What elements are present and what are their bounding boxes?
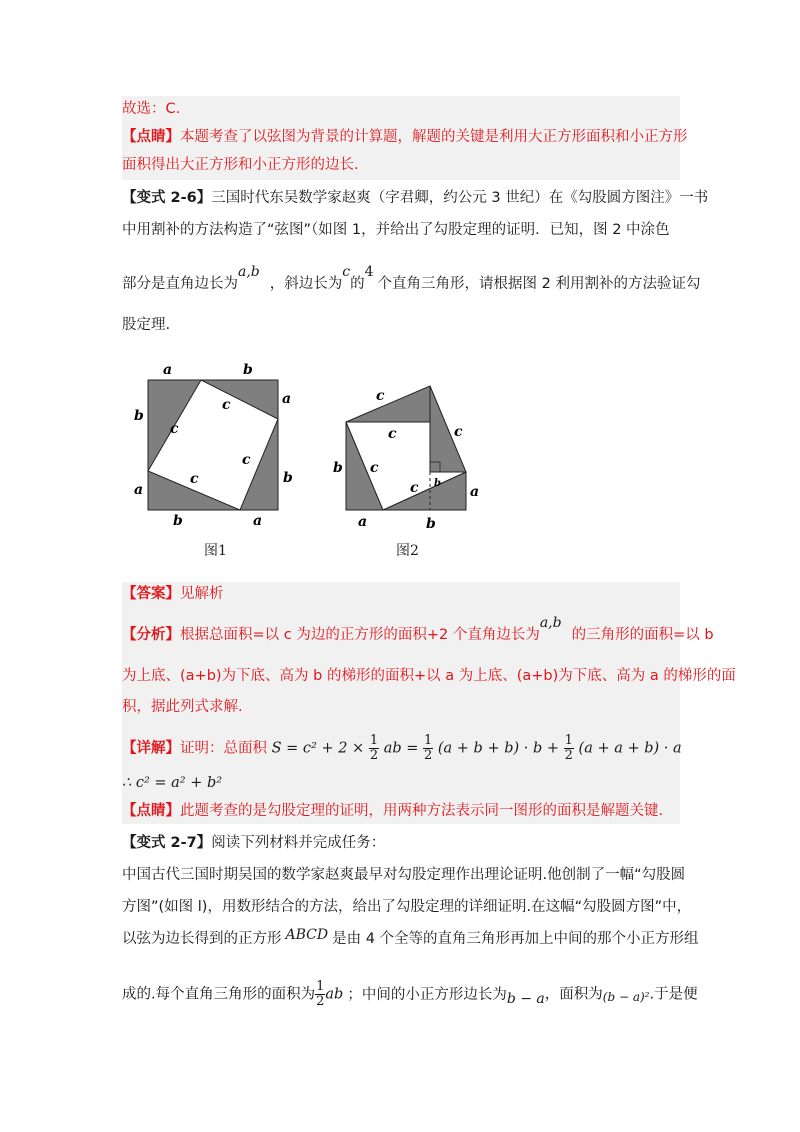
point-text: 本题考查了以弦图为背景的计算题，解题的关键是利用大正方形面积和小正方形 [180, 129, 688, 145]
v27-text-d: ；中间的小正方形边长为 [347, 986, 507, 1003]
eq-frac-3: $\frac{1}{2}$ [564, 733, 573, 763]
variant-2-6-line-2: 中用割补的方法构造了“弦图”（如图 1，并给出了勾股定理的证明．已知，图 2 中涂色 [122, 222, 670, 238]
v26-text-c: 的 [350, 276, 365, 292]
v26-text-a: 部分是直角边长为 [122, 276, 238, 292]
point2-text: 此题考查的是勾股定理的证明，用两种方法表示同一图形的面积是解题关键. [180, 803, 664, 819]
fig2-label-c-low: c [410, 480, 419, 496]
variant-2-6-line-3 [122, 264, 701, 294]
result-line: ∴ c² = a² + b² [122, 775, 223, 791]
eq-frac-2: $\frac{1}{2}$ [424, 733, 433, 763]
variant-2-6-tag: 【变式 2-6】 [122, 190, 212, 206]
point-tag: 【点睛】 [122, 129, 180, 145]
detail-line [122, 734, 682, 763]
eq-frac-1: $\frac{1}{2}$ [369, 733, 379, 763]
variant-2-6-text-1: 三国时代东吴数学家赵爽（字君卿，约公元 3 世纪）在《勾股圆方图注》一书 [211, 190, 709, 206]
v27-text-a: 以弦为边长得到的正方形 [122, 931, 282, 947]
fig2-label-b-left: b [333, 460, 343, 476]
v27-square: (b − a)² [602, 989, 650, 1004]
v27-text-c: 成的.每个直角三角形的面积为 [122, 986, 316, 1003]
analysis-line-1 [122, 615, 714, 645]
fig2-top-triangle [346, 386, 430, 422]
v27-text-b: 是由 4 个全等的直角三角形再加上中间的那个小正方形组 [332, 931, 699, 947]
point-line [122, 801, 663, 821]
eq-s: S = c² + 2 × [271, 740, 365, 757]
v26-text-b: ，斜边长为 [269, 276, 343, 292]
v27-text-e: ，面积为 [544, 986, 603, 1003]
fig1-label-b-bottom: b [173, 513, 183, 528]
variant-2-7-line-3: 方图”(如图 l)，用数形结合的方法，给出了勾股定理的详细证明.在这幅“勾股圆方图”中， [122, 899, 692, 915]
variant-2-7-tag: 【变式 2-7】 [122, 835, 212, 851]
eq-part-2: (a + a + b) · a [578, 740, 682, 757]
v27-ab: ab [325, 986, 344, 1003]
fig2-label-c-right: c [454, 424, 463, 440]
variant-2-7-line-5 [122, 980, 698, 1009]
detail-tag: 【详解】 [122, 740, 180, 757]
fig1-label-c2: c [170, 421, 179, 437]
variant-2-7-text-1: 阅读下列材料并完成任务： [211, 835, 386, 851]
fig2-label-a-right: a [470, 484, 480, 500]
v26-ab: a,b [238, 264, 260, 280]
variant-2-6-line-4: 股定理. [122, 317, 171, 333]
fig1-label-b-left: b [134, 408, 144, 424]
fig1-label-c4: c [190, 471, 199, 487]
fig2-label-c-top: c [376, 388, 385, 404]
fig1-label-a-left: a [134, 482, 144, 498]
v27-frac: $\frac{1}{2}$ [316, 979, 325, 1009]
v27-b-minus-a: b − a [506, 990, 545, 1007]
answer-line [122, 584, 224, 604]
figure-2 [328, 378, 498, 548]
point2-tag: 【点睛】 [122, 803, 180, 819]
fig2-label-c-left: c [370, 460, 379, 476]
figure-2-caption: 图2 [396, 543, 419, 559]
fig1-label-a-right: a [282, 391, 292, 407]
fig2-label-b-bottom: b [426, 516, 436, 532]
eq-part-1: (a + b + b) · b + [437, 740, 560, 757]
point-line-1 [122, 127, 688, 147]
fig2-label-a-bottom: a [358, 514, 368, 530]
analysis-line-3: 积，据此列式求解. [122, 699, 243, 715]
fig2-label-c-mid: c [388, 426, 397, 442]
variant-2-6-line-1 [122, 188, 708, 208]
fig1-label-c3: c [242, 452, 251, 468]
answer-tag: 【答案】 [122, 586, 180, 602]
fig1-label-c1: c [222, 397, 231, 413]
figure-1 [132, 358, 312, 528]
fig1-label-b-top: b [243, 362, 253, 378]
v27-text-f: .于是便 [649, 986, 698, 1003]
point-line-2: 面积得出大正方形和小正方形的边长. [122, 157, 359, 173]
v27-abcd: ABCD [285, 927, 329, 943]
analysis-text-b: 的三角形的面积=以 b [571, 627, 714, 643]
fig1-label-a-top: a [163, 362, 173, 378]
analysis-text-a: 根据总面积=以 c 为边的正方形的面积+2 个直角边长为 [180, 627, 540, 643]
choice-line: 故选：C. [122, 101, 181, 117]
variant-2-7-line-4 [122, 929, 699, 949]
fig1-label-a-bottom: a [253, 513, 263, 528]
fig1-label-b-right: b [283, 470, 293, 486]
analysis-line-2: 为上底、(a+b)为下底、高为 b 的梯形的面积+以 a 为上底、(a+b)为下底、高为 a 的梯形的面 [122, 668, 736, 684]
analysis-tag: 【分析】 [122, 627, 180, 643]
variant-2-7-line-2: 中国古代三国时期吴国的数学家赵爽最早对勾股定理作出理论证明.他创制了一幅“勾股圆 [122, 867, 686, 883]
analysis-ab: a,b [539, 615, 562, 631]
v26-c: c [342, 264, 351, 280]
figure-1-caption: 图1 [204, 543, 227, 559]
answer-text: 见解析 [180, 586, 224, 602]
variant-2-7-line-1 [122, 833, 385, 853]
v26-4: 4 [364, 264, 374, 280]
v26-text-d: 个直角三角形，请根据图 2 利用割补的方法验证勾 [377, 276, 701, 292]
fig2-label-b-inner: b [434, 478, 441, 489]
detail-text: 证明：总面积 [180, 740, 267, 757]
eq-ab: ab = [383, 740, 419, 757]
